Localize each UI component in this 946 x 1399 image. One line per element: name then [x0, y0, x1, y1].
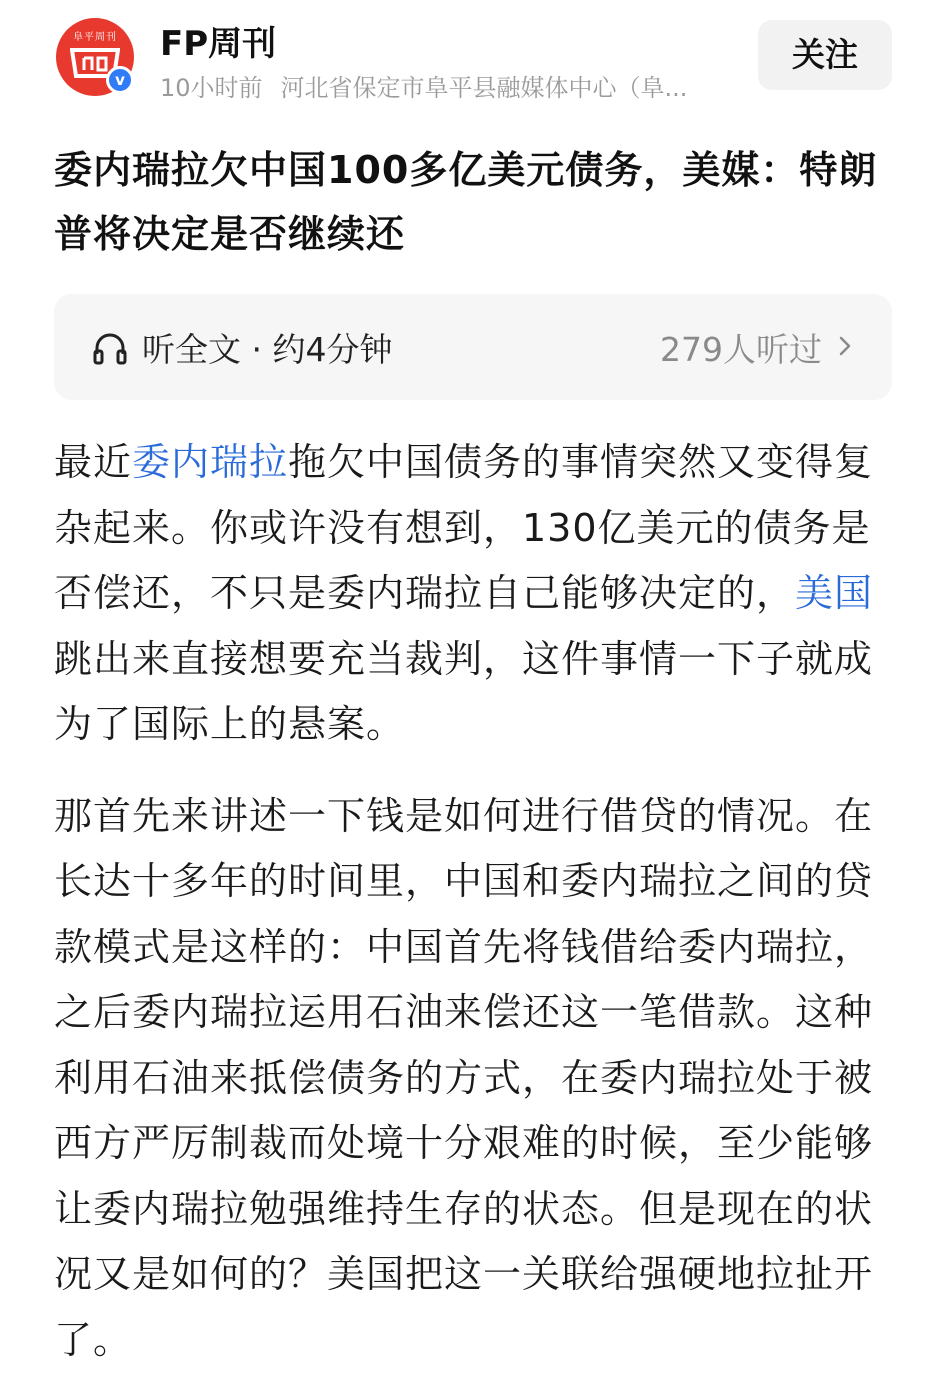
avatar-logo-text: 阜平周刊: [73, 32, 117, 43]
account-name[interactable]: FP周刊: [160, 24, 277, 64]
paragraph-text: 拖欠中国债务的事情突然又变得复杂起来。你或许没有想到，130亿美元的债务是否偿还，不只是委内瑞拉自己能够决定的，: [54, 440, 874, 615]
post-meta: [160, 68, 740, 103]
paragraph: [54, 430, 900, 758]
paragraph-text: 最近: [54, 440, 133, 484]
post-time: 10小时前: [160, 74, 263, 102]
paragraph-text: 跳出来直接想要充当裁判，这件事情一下子就成为了国际上的悬案。: [54, 636, 874, 746]
chevron-right-icon: [838, 332, 852, 360]
article-title: 委内瑞拉欠中国100多亿美元债务，美媒：特朗普将决定是否继续还: [54, 148, 878, 256]
listen-full-text-bar[interactable]: [54, 294, 892, 400]
venezuela-link[interactable]: 委内瑞拉: [132, 440, 289, 484]
usa-link[interactable]: 美国: [795, 571, 874, 615]
verified-icon: v: [106, 66, 134, 94]
article-body: [54, 430, 900, 1399]
listen-count: 279人听过: [660, 330, 822, 369]
author-header: [0, 0, 946, 118]
follow-button[interactable]: 关注: [758, 20, 892, 90]
headphone-icon: [92, 330, 128, 366]
audio-label: 听全文 · 约4分钟: [142, 330, 393, 369]
paragraph: 那首先来讲述一下钱是如何进行借贷的情况。在长达十多年的时间里，中国和委内瑞拉之间的贷款模式是这样的：中国首先将钱借给委内瑞拉，之后委内瑞拉运用石油来偿还这一笔借款。这种利用石油来抵偿债务的方式，在委内瑞拉处于被西方严厉制裁而处境十分艰难的时候，至少能够让委内瑞拉勉强维持生存的状态。但是现在的状况又是如何的？美国把这一关联给强硬地拉扯开了。: [54, 793, 874, 1362]
post-source: 河北省保定市阜平县融媒体中心（阜...: [280, 74, 688, 102]
